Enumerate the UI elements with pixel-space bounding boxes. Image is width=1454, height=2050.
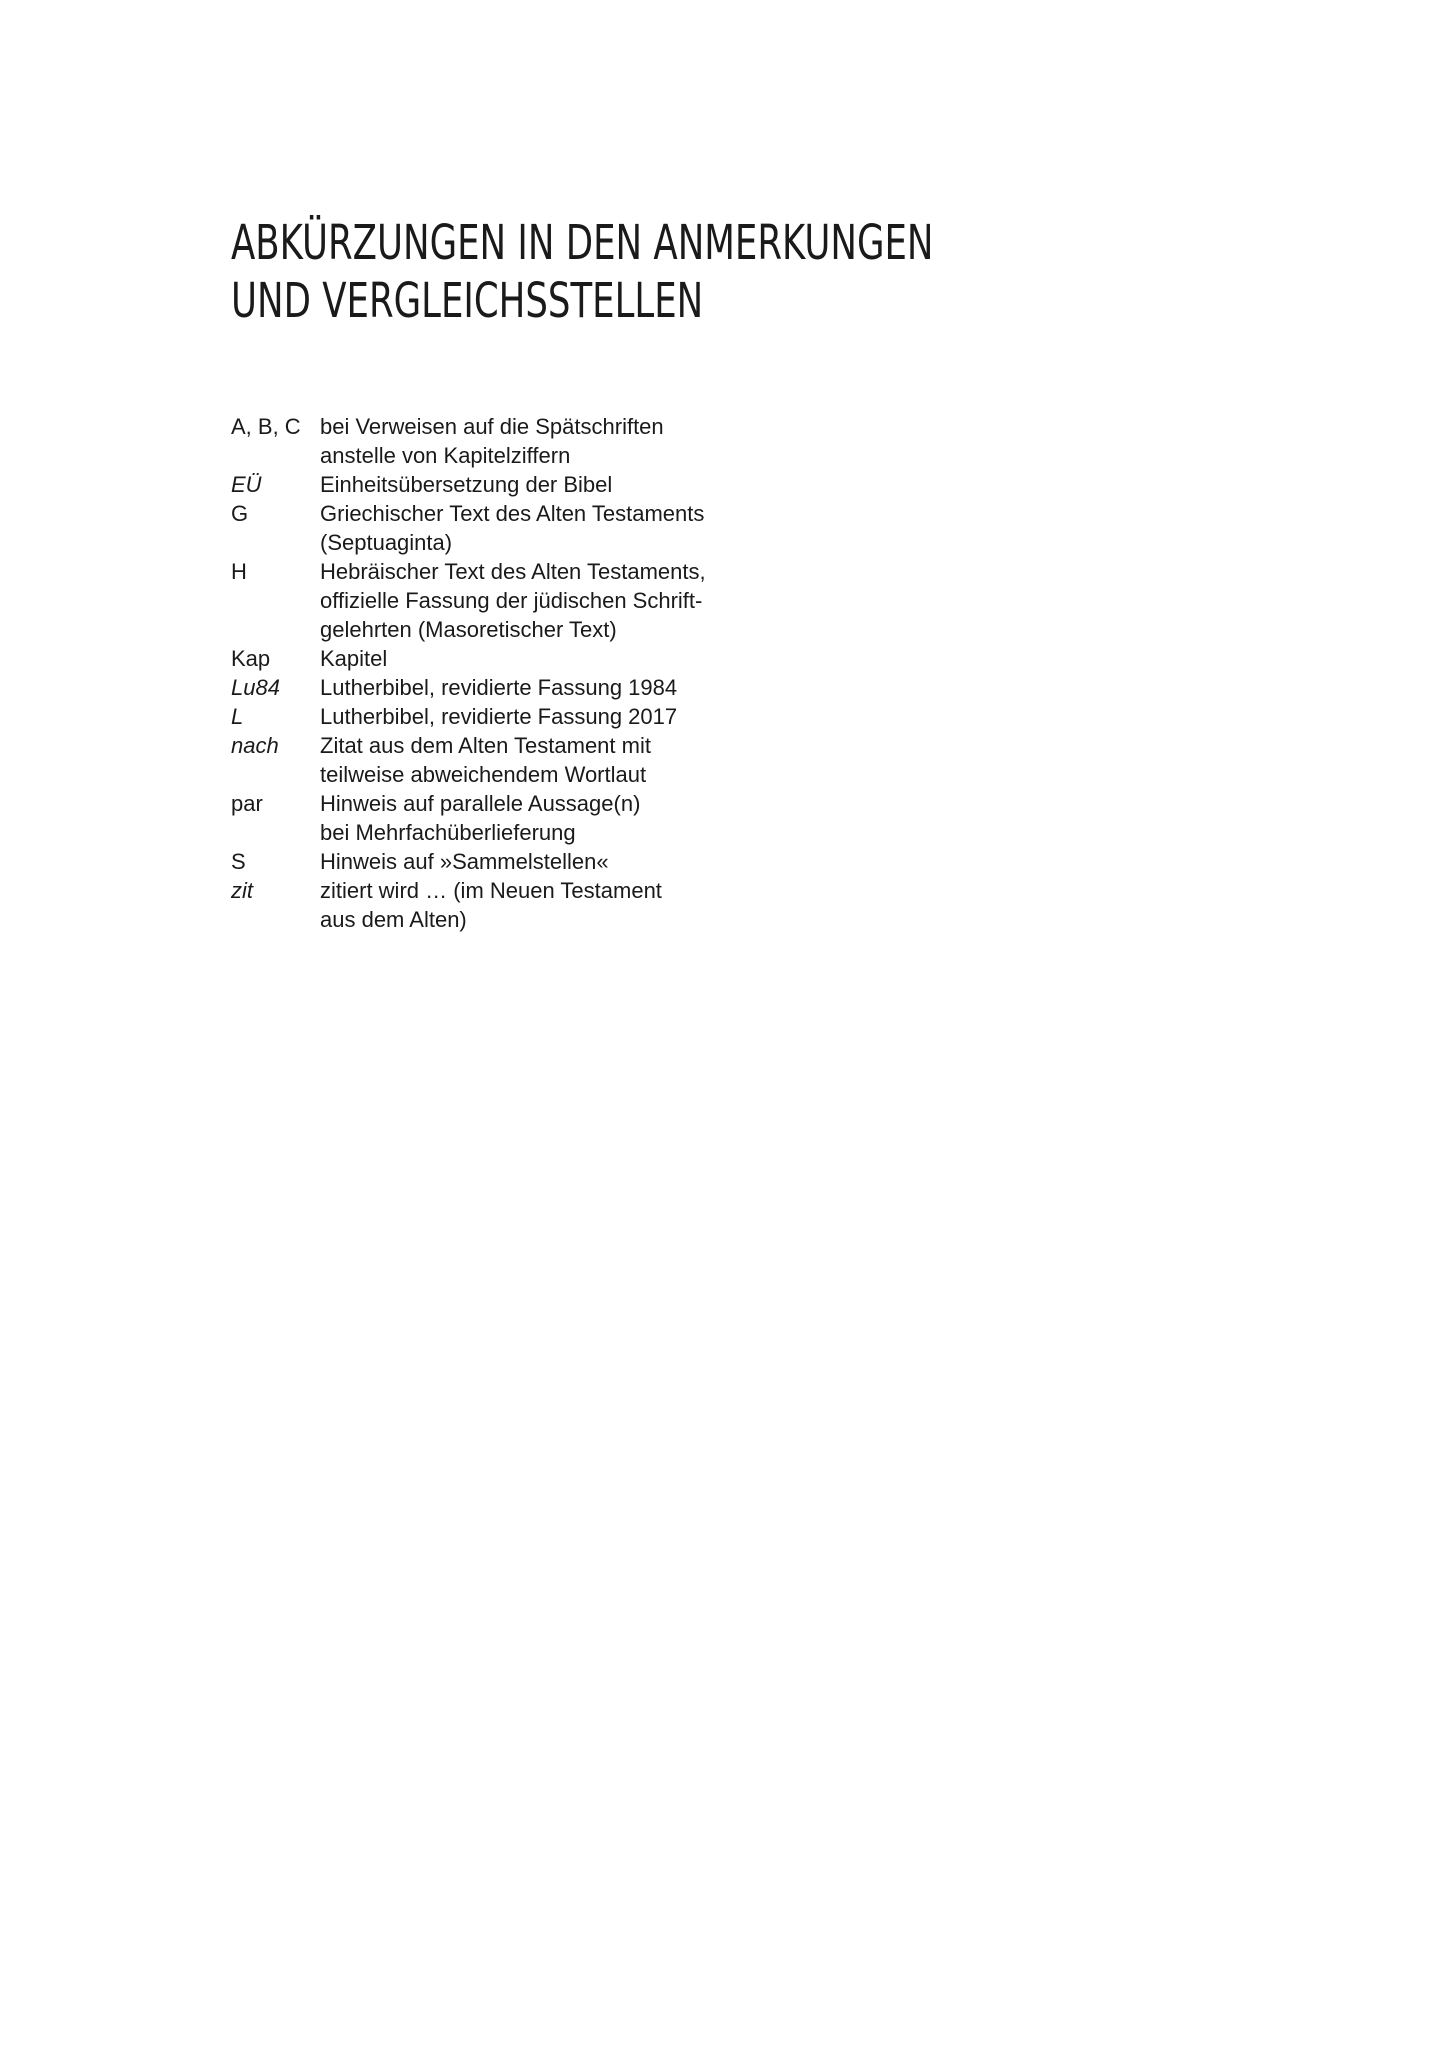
abbreviation-entry <box>231 673 706 702</box>
abbreviation-description <box>320 789 640 847</box>
description-line: Lutherbibel, revidierte Fassung 2017 <box>320 704 678 729</box>
abbreviation-description <box>320 847 609 876</box>
description-line: (Septuaginta) <box>320 530 453 555</box>
description-line: Hinweis auf »Sammelstellen« <box>320 849 609 874</box>
description-line: aus dem Alten) <box>320 907 467 932</box>
abbreviation-description <box>320 673 677 702</box>
page-title-line-1: ABKÜRZUNGEN IN DEN ANMERKUNGEN <box>231 215 934 271</box>
page-title-line-2: UND VERGLEICHSSTELLEN <box>231 273 704 329</box>
abbreviation-entry <box>231 557 706 644</box>
abbreviation-term: G <box>231 501 249 526</box>
description-line: zitiert wird … (im Neuen Testament <box>320 878 662 903</box>
abbreviation-description <box>320 644 387 673</box>
abbreviation-description <box>320 470 612 499</box>
abbreviation-term: A, B, C <box>231 414 301 439</box>
abbreviation-list <box>231 412 706 934</box>
abbreviation-entry <box>231 847 706 876</box>
description-line: offizielle Fassung der jüdischen Schrift- <box>320 588 703 613</box>
description-line: Griechischer Text des Alten Testaments <box>320 501 705 526</box>
abbreviation-entry <box>231 499 706 557</box>
abbreviation-entry <box>231 731 706 789</box>
abbreviation-entry <box>231 789 706 847</box>
abbreviation-term: H <box>231 559 247 584</box>
abbreviation-term: zit <box>231 878 253 903</box>
abbreviation-term: EÜ <box>231 472 262 497</box>
abbreviation-entry <box>231 470 706 499</box>
abbreviation-entry <box>231 644 706 673</box>
description-line: bei Mehrfachüberlieferung <box>320 820 576 845</box>
abbreviation-term: Lu84 <box>231 675 280 700</box>
description-line: Einheitsübersetzung der Bibel <box>320 472 613 497</box>
description-line: Hinweis auf parallele Aussage(n) <box>320 791 641 816</box>
abbreviation-description <box>320 876 662 934</box>
abbreviation-description <box>320 499 704 557</box>
abbreviation-term: par <box>231 791 263 816</box>
abbreviation-description <box>320 731 651 789</box>
description-line: anstelle von Kapitelziffern <box>320 443 571 468</box>
description-line: Zitat aus dem Alten Testament mit <box>320 733 651 758</box>
abbreviation-description <box>320 557 706 644</box>
description-line: gelehrten (Masoretischer Text) <box>320 617 617 642</box>
page-title <box>231 214 933 330</box>
description-line: Lutherbibel, revidierte Fassung 1984 <box>320 675 678 700</box>
abbreviation-term: Kap <box>231 646 271 671</box>
description-line: Hebräischer Text des Alten Testaments, <box>320 559 706 584</box>
abbreviation-entry <box>231 702 706 731</box>
abbreviation-term: L <box>231 704 244 729</box>
description-line: teilweise abweichendem Wortlaut <box>320 762 647 787</box>
description-line: bei Verweisen auf die Spätschriften <box>320 414 664 439</box>
abbreviation-entry <box>231 876 706 934</box>
abbreviation-term: S <box>231 849 246 874</box>
abbreviation-description <box>320 702 677 731</box>
abbreviation-entry <box>231 412 706 470</box>
abbreviation-description <box>320 412 664 470</box>
abbreviation-term: nach <box>231 733 279 758</box>
description-line: Kapitel <box>320 646 388 671</box>
